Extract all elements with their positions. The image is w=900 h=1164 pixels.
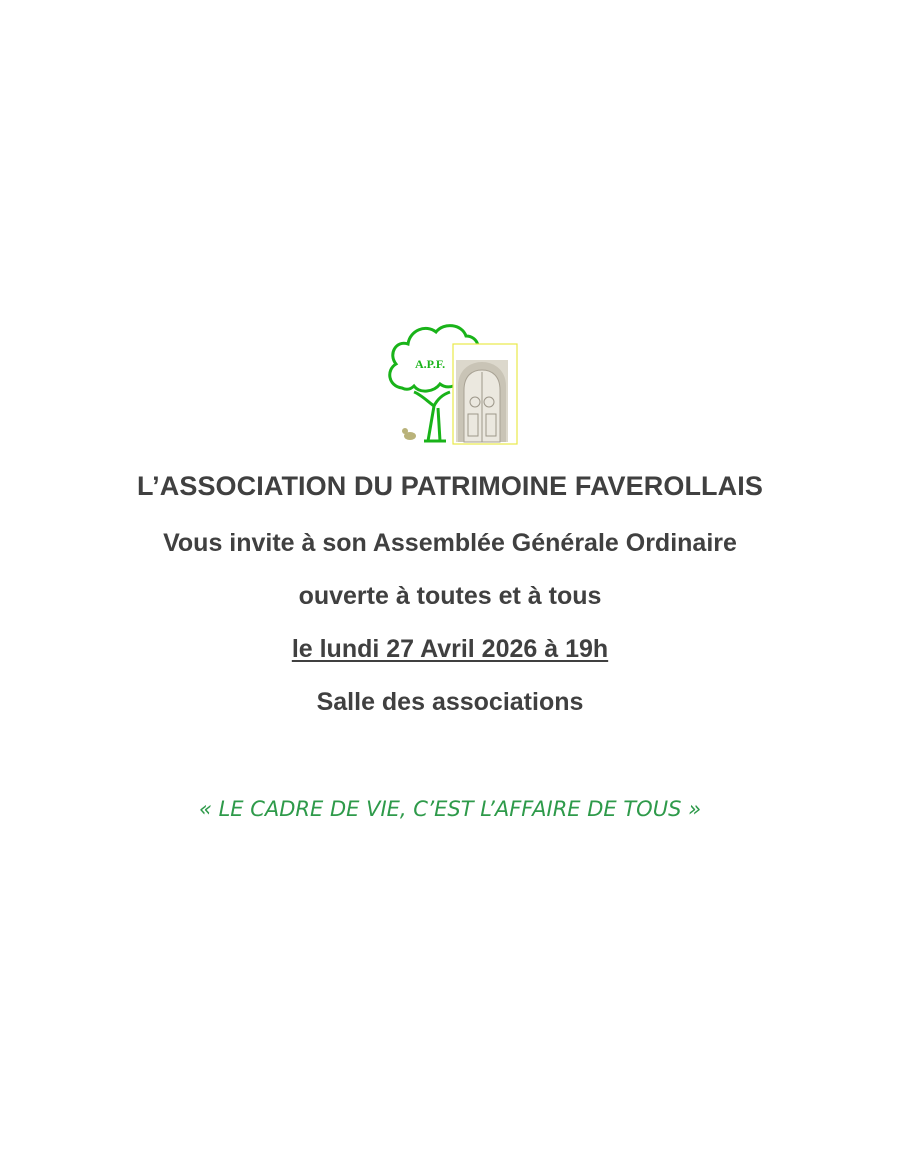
- meeting-date: le lundi 27 Avril 2026 à 19h: [291, 635, 609, 663]
- association-motto: « LE CADRE DE VIE, C’EST L’AFFAIRE DE TOUS »: [198, 797, 702, 821]
- meeting-location: Salle des associations: [316, 688, 584, 716]
- organization-name: L’ASSOCIATION DU PATRIMOINE FAVEROLLAIS: [137, 471, 763, 501]
- logo-initials: A.P.F.: [415, 357, 446, 371]
- invitation-intro: Vous invite à son Assemblée Générale Ordinaire: [163, 529, 737, 557]
- association-logo: [384, 320, 520, 446]
- invitation-audience: ouverte à toutes et à tous: [298, 582, 602, 610]
